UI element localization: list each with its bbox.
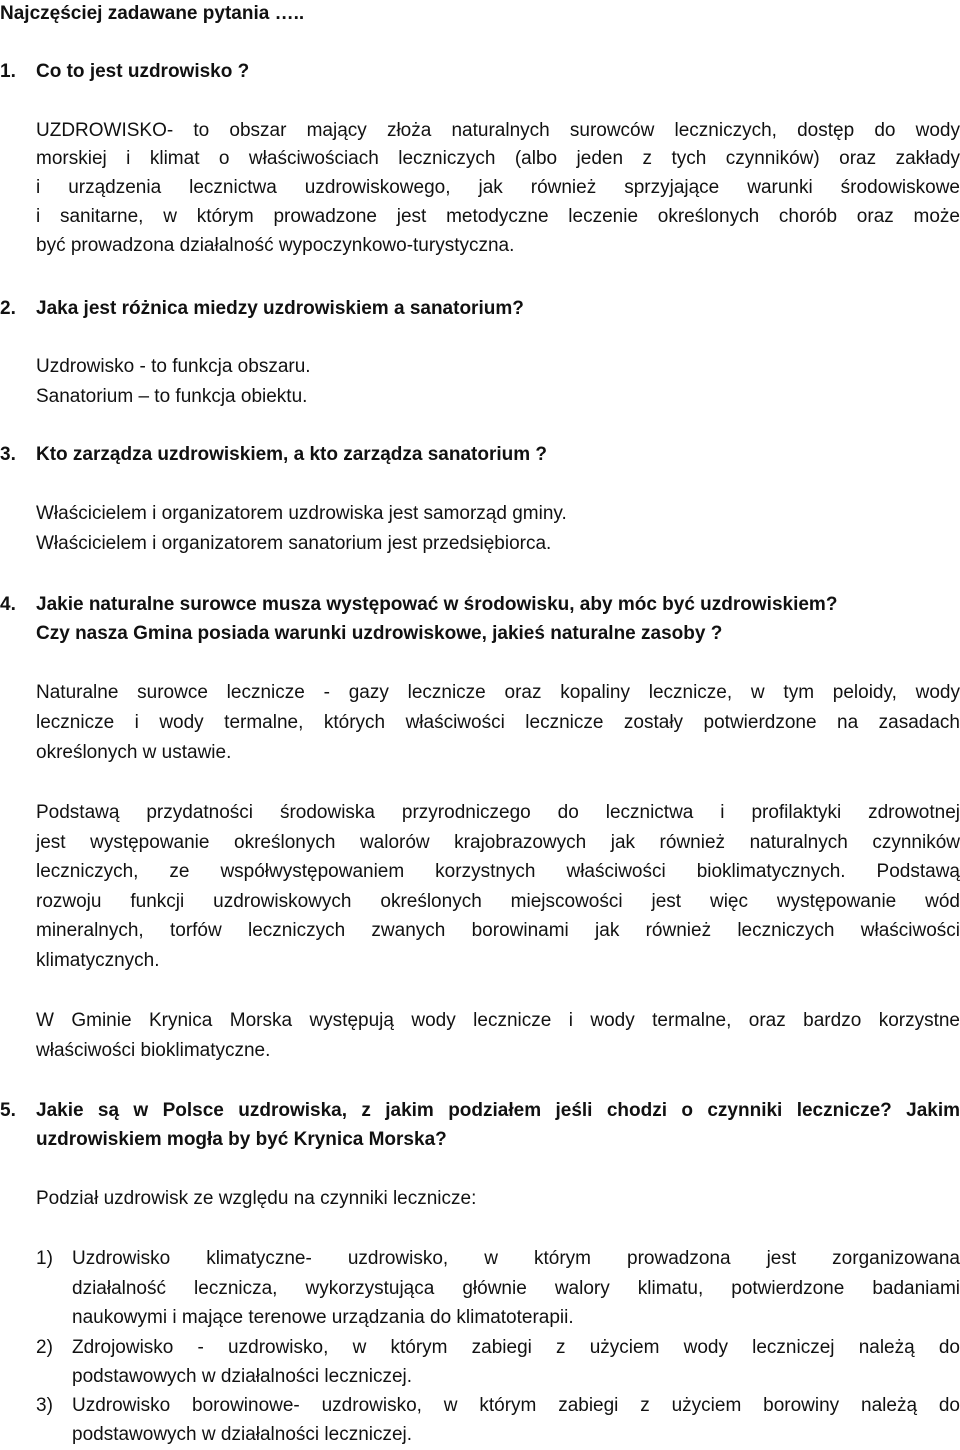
question-4-line-2: Czy nasza Gmina posiada warunki uzdrowiskowe, jakieś naturalne zasoby ? <box>36 623 723 644</box>
question-text: Jaka jest różnica miedzy uzdrowiskiem a sanatorium? <box>36 298 524 319</box>
para-1-line-1 <box>36 679 960 707</box>
para-line: Naturalne surowce lecznicze - gazy lecznicze oraz kopaliny lecznicze, w tym peloidy, wody <box>36 682 960 703</box>
answer-1 <box>36 117 960 145</box>
list-line: Uzdrowisko klimatyczne- uzdrowisko, w którym prowadzona jest zorganizowana <box>72 1248 960 1269</box>
answer-line: i urządzenia lecznictwa uzdrowiskowego, jak również sprzyjające warunki środowiskowe <box>36 177 960 198</box>
list-intro: Podział uzdrowisk ze względu na czynniki lecznicze: <box>36 1188 477 1209</box>
list-item-1-line-3: naukowymi i mające terenowe urządzania do klimatoterapii. <box>72 1307 574 1328</box>
para-line: mineralnych, torfów leczniczych zwanych borowinami jak również leczniczych właściwości <box>36 920 960 941</box>
para-line: leczniczych, ze współwystępowaniem korzystnych właściwości bioklimatycznych. Podstawą <box>36 861 960 882</box>
list-line: Uzdrowisko borowinowe- uzdrowisko, w którym zabiegi z użyciem borowiny należą do <box>72 1395 960 1416</box>
para-line: Podstawą przydatności środowiska przyrodniczego do lecznictwa i profilaktyki zdrowotnej <box>36 802 960 823</box>
para-2-line-1 <box>36 799 960 827</box>
question-number: 1. <box>0 61 16 82</box>
answer-1-line-4 <box>36 203 960 231</box>
page-title: Najczęściej zadawane pytania ….. <box>0 3 305 24</box>
answer-2-line-2: Sanatorium – to funkcja obiektu. <box>36 386 308 407</box>
question-text: Kto zarządza uzdrowiskiem, a kto zarządza sanatorium ? <box>36 444 548 465</box>
para-2-line-3 <box>36 858 960 886</box>
para-line: rozwoju funkcji uzdrowiskowych określonych miejscowości jest więc występowanie wód <box>36 891 960 912</box>
list-line: Zdrojowisko - uzdrowisko, w którym zabiegi z użyciem wody leczniczej należą do <box>72 1337 960 1358</box>
para-line: W Gminie Krynica Morska występują wody lecznicze i wody termalne, oraz bardzo korzystne <box>36 1010 960 1031</box>
para-3-line-1 <box>36 1007 960 1035</box>
question-number: 3. <box>0 444 16 465</box>
answer-line: UZDROWISKO- to obszar mający złoża naturalnych surowców leczniczych, dostęp do wody <box>36 120 960 141</box>
answer-line: i sanitarne, w którym prowadzone jest metodyczne leczenie określonych chorób oraz może <box>36 206 960 227</box>
para-3-line-2: właściwości bioklimatyczne. <box>36 1040 271 1061</box>
question-text: Jakie naturalne surowce musza występować w środowisku, aby móc być uzdrowiskiem? <box>36 594 838 615</box>
list-number: 1) <box>36 1248 53 1269</box>
question-5-line-2: uzdrowiskiem mogła by być Krynica Morska? <box>36 1129 447 1150</box>
question-number: 4. <box>0 594 16 615</box>
para-2-line-2 <box>36 829 960 857</box>
list-number: 3) <box>36 1395 53 1416</box>
question-text: Co to jest uzdrowisko ? <box>36 61 250 82</box>
answer-line: morskiej i klimat o właściwościach leczniczych (albo jeden z tych czynników) oraz zakłady <box>36 148 960 169</box>
answer-3-line-1: Właścicielem i organizatorem uzdrowiska jest samorząd gminy. <box>36 503 567 524</box>
para-2-line-4 <box>36 888 960 916</box>
answer-1-line-3 <box>36 174 960 202</box>
question-number: 5. <box>0 1100 16 1121</box>
answer-2-line-1: Uzdrowisko - to funkcja obszaru. <box>36 356 311 377</box>
list-number: 2) <box>36 1337 53 1358</box>
list-item-2-line-2: podstawowych w działalności leczniczej. <box>72 1366 413 1387</box>
para-2-line-6: klimatycznych. <box>36 950 160 971</box>
para-1-line-3: określonych w ustawie. <box>36 742 232 763</box>
answer-1-line-5: być prowadzona działalność wypoczynkowo-turystyczna. <box>36 235 515 256</box>
para-line: lecznicze i wody termalne, których właściwości lecznicze zostały potwierdzone na zasadach <box>36 712 960 733</box>
answer-1-line-2 <box>36 145 960 173</box>
question-number: 2. <box>0 298 16 319</box>
list-item-1-line-2 <box>72 1275 960 1303</box>
answer-3-line-2: Właścicielem i organizatorem sanatorium jest przedsiębiorca. <box>36 533 552 554</box>
para-1-line-2 <box>36 709 960 737</box>
para-line: jest występowanie określonych walorów krajobrazowych jak również naturalnych czynników <box>36 832 960 853</box>
list-item-3-line-2: podstawowych w działalności leczniczej. <box>72 1424 413 1445</box>
question-text: Jakie są w Polsce uzdrowiska, z jakim podziałem jeśli chodzi o czynniki lecznicze? Jakim <box>36 1100 960 1121</box>
para-2-line-5 <box>36 917 960 945</box>
list-line: działalność lecznicza, wykorzystująca głównie walory klimatu, potwierdzone badaniami <box>72 1278 960 1299</box>
